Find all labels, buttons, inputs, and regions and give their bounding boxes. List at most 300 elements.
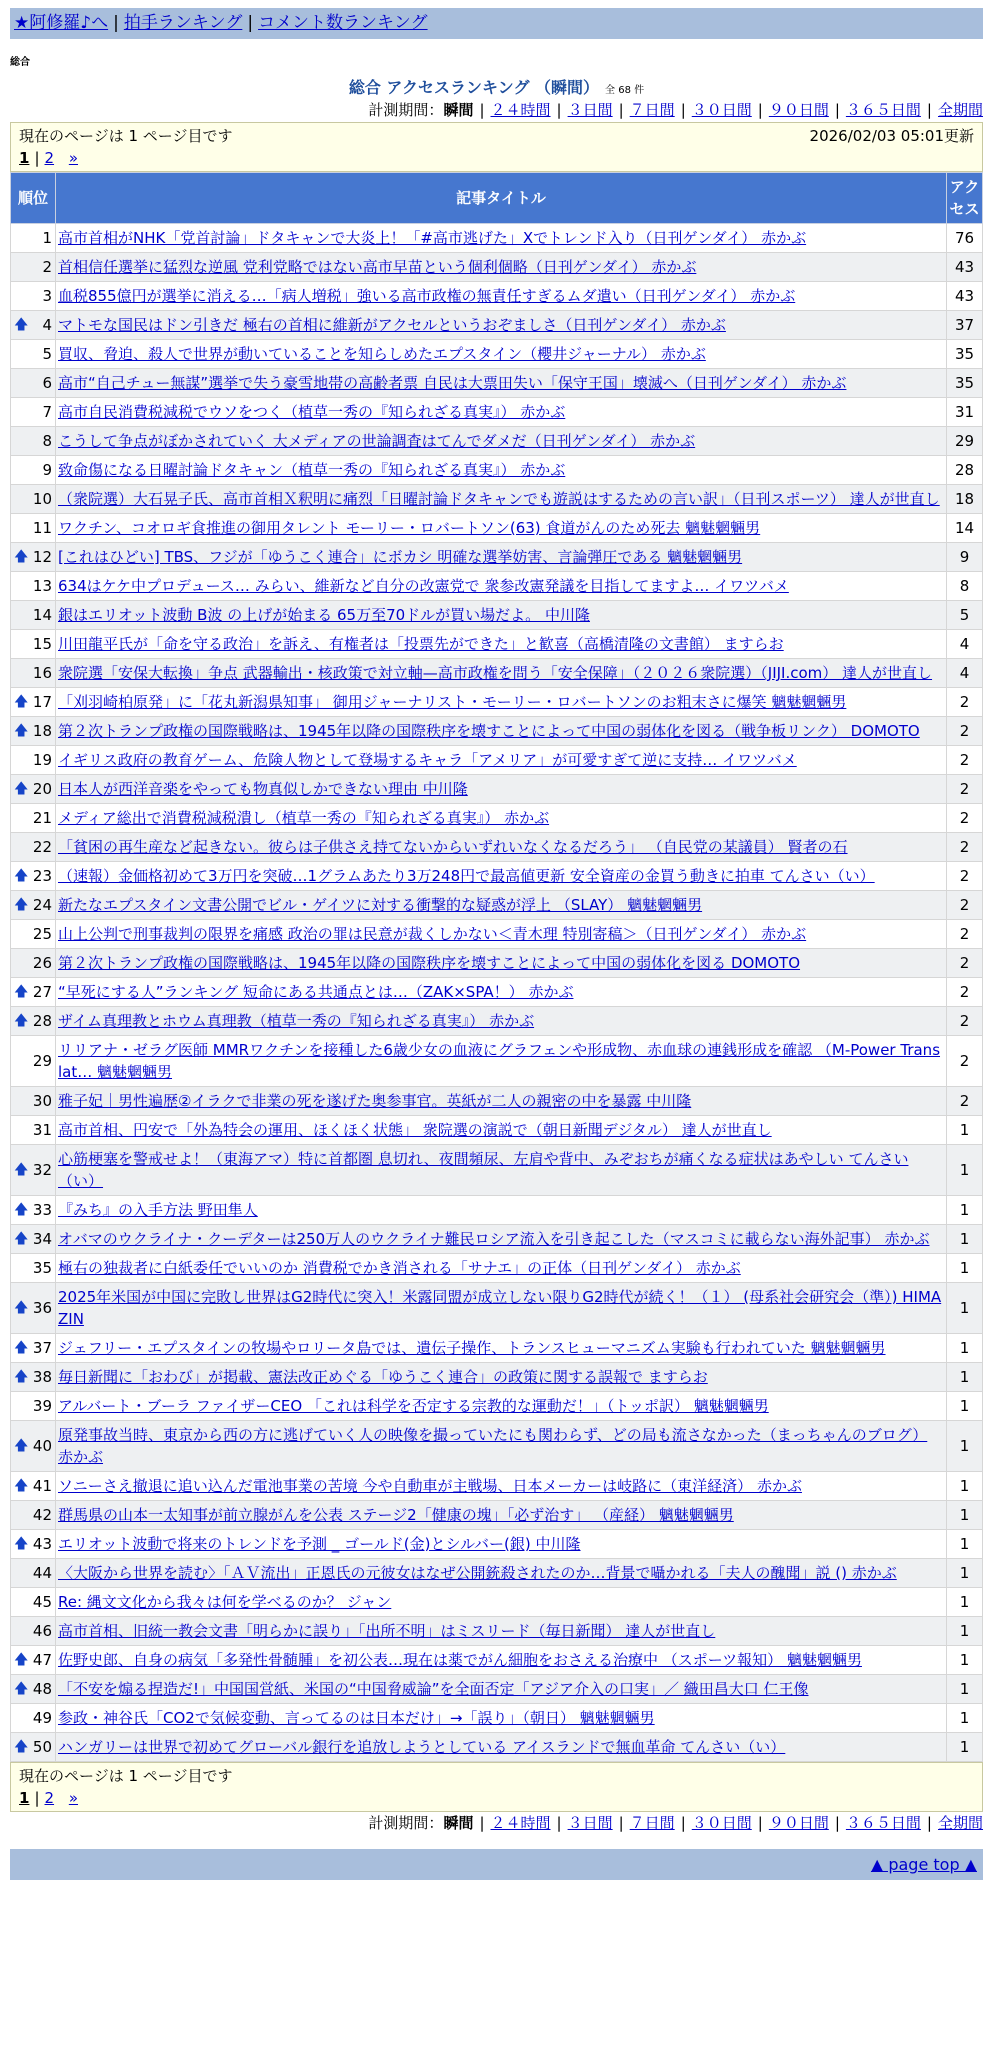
rank-number: 12	[32, 548, 52, 566]
title-cell	[56, 485, 947, 514]
period-option-4[interactable]: ９０日間	[768, 1814, 829, 1832]
table-row	[11, 369, 983, 398]
rank-number: 22	[32, 838, 52, 856]
period-separator: |	[556, 1814, 562, 1832]
article-link[interactable]: メディア総出で消費税減税潰し（植草一秀の『知られざる真実』） 赤かぶ	[58, 809, 550, 827]
rank-cell	[11, 282, 56, 311]
table-row	[11, 543, 983, 572]
table-row	[11, 833, 983, 862]
table-row	[11, 1254, 983, 1283]
article-link[interactable]: 衆院選「安保大転換」争点 武器輸出・核政策で対立軸—高市政権を問う「安全保障」（２０２６衆院選）（JIJI.com） 達人が世直し	[58, 664, 933, 682]
rank-cell	[11, 775, 56, 804]
pager-separator: |	[34, 1789, 40, 1807]
article-link[interactable]: 『みち』の入手方法 野田隼人	[58, 1201, 258, 1219]
title-cell	[56, 224, 947, 253]
pager-top	[10, 122, 983, 172]
period-label: 計測期間：	[368, 101, 444, 119]
table-row	[11, 1733, 983, 1762]
pager-next-link[interactable]: »	[68, 1789, 79, 1807]
access-count: 5	[947, 601, 983, 630]
table-row	[11, 1530, 983, 1559]
article-link[interactable]: 致命傷になる日曜討論ドタキャン（植草一秀の『知られざる真実』） 赤かぶ	[58, 461, 566, 479]
period-separator: |	[680, 101, 686, 119]
title-cell	[56, 514, 947, 543]
article-link[interactable]: マトモな国民はドン引きだ 極右の首相に維新がアクセルというおぞましさ（日刊ゲンダイ） 赤かぶ	[58, 316, 726, 334]
rank-cell	[11, 717, 56, 746]
rank-cell	[11, 514, 56, 543]
article-link[interactable]: 佐野史郎、自身の病気「多発性骨髄腫」を初公表…現在は薬でがん細胞をおさえる治療中 （スポーツ報知） 魑魅魍魎男	[58, 1651, 862, 1669]
article-link[interactable]: （速報）金価格初めて3万円を突破…1グラムあたり3万248円で最高値更新 安全資産の金買う動きに拍車 てんさい（い）	[58, 867, 875, 885]
rank-cell	[11, 746, 56, 775]
article-link[interactable]: 川田龍平氏が「命を守る政治」を訴え、有権者は「投票先ができた」と歓喜（高橋清隆の文書館） ますらお	[58, 635, 784, 653]
table-row	[11, 1421, 983, 1472]
pager-bottom	[10, 1762, 983, 1812]
title-cell	[56, 630, 947, 659]
period-option-0[interactable]: ２４時間	[490, 1814, 551, 1832]
article-link[interactable]: 参政・神谷氏「CO2で気候変動、言ってるのは日本だけ」→「誤り」（朝日） 魑魅魍魎男	[58, 1709, 655, 1727]
article-link[interactable]: 群馬県の山本一太知事が前立腺がんを公表 ステージ2「健康の塊」「必ず治す」 （産経） 魑魅魍魎男	[58, 1506, 734, 1524]
period-option-5[interactable]: ３６５日間	[845, 1814, 921, 1832]
period-current: 瞬間	[443, 101, 474, 119]
rank-number: 10	[32, 490, 52, 508]
article-link[interactable]: エリオット波動で将来のトレンドを予測 _ ゴールド(金)とシルバー(銀) 中川隆	[58, 1535, 581, 1553]
rank-cell	[11, 601, 56, 630]
title-header: 記事タイトル	[56, 173, 947, 224]
access-header: アクセス	[947, 173, 983, 224]
up-arrow-icon: 🡅	[14, 549, 29, 565]
rank-cell	[11, 427, 56, 456]
nav-separator: |	[113, 13, 119, 33]
rank-number: 32	[32, 1161, 52, 1179]
article-link[interactable]: 2025年米国が中国に完敗し世界はG2時代に突入！米露同盟が成立しない限りG2時代が続く！（１） (母系社会研究会（準）) HIMAZIN	[58, 1288, 942, 1328]
table-row	[11, 775, 983, 804]
period-option-6[interactable]: 全期間	[937, 1814, 983, 1832]
period-separator: |	[618, 101, 624, 119]
rank-cell	[11, 949, 56, 978]
title-cell	[56, 1472, 947, 1501]
table-row	[11, 659, 983, 688]
article-link[interactable]: 「刈羽崎柏原発」に「花丸新潟県知事」 御用ジャーナリスト・モーリー・ロバートソンのお粗末さに爆笑 魑魅魍魎男	[58, 693, 847, 711]
title-cell	[56, 572, 947, 601]
access-count: 2	[947, 978, 983, 1007]
rank-cell	[11, 369, 56, 398]
up-arrow-icon: 🡅	[14, 1231, 29, 1247]
article-link[interactable]: 山上公判で刑事裁判の限界を痛感 政治の罪は民意が裁くしかない＜青木理 特別寄稿＞（日刊ゲンダイ） 赤かぶ	[58, 925, 807, 943]
access-count: 1	[947, 1116, 983, 1145]
up-arrow-icon: 🡅	[14, 897, 29, 913]
rank-number: 50	[32, 1738, 52, 1756]
article-link[interactable]: 第２次トランプ政権の国際戦略は、1945年以降の国際秩序を壊すことによって中国の弱体化を図る（戦争板リンク） DOMOTO	[58, 722, 920, 740]
table-row	[11, 949, 983, 978]
rank-number: 9	[42, 461, 52, 479]
access-count: 1	[947, 1530, 983, 1559]
period-option-3[interactable]: ３０日間	[691, 1814, 752, 1832]
access-count: 29	[947, 427, 983, 456]
title-cell	[56, 717, 947, 746]
rank-number: 45	[32, 1593, 52, 1611]
rank-number: 16	[32, 664, 52, 682]
table-row	[11, 1472, 983, 1501]
rank-cell	[11, 920, 56, 949]
access-count: 1	[947, 1472, 983, 1501]
title-cell	[56, 891, 947, 920]
table-row	[11, 572, 983, 601]
article-link[interactable]: 「不安を煽る捏造だ!」中国国営紙、米国の“中国脅威論”を全面否定「アジア介入の口実」／ 織田昌大口 仁王像	[58, 1680, 809, 1698]
article-link[interactable]: 第２次トランプ政権の国際戦略は、1945年以降の国際秩序を壊すことによって中国の弱体化を図る DOMOTO	[58, 954, 801, 972]
article-link[interactable]: 高市首相、円安で「外為特会の運用、ほくほく状態」 衆院選の演説で（朝日新聞デジタル） 達人が世直し	[58, 1121, 772, 1139]
up-arrow-icon: 🡅	[14, 868, 29, 884]
access-count: 35	[947, 369, 983, 398]
access-count: 2	[947, 920, 983, 949]
access-count: 2	[947, 862, 983, 891]
rank-number: 26	[32, 954, 52, 972]
access-count: 4	[947, 659, 983, 688]
rank-number: 8	[42, 432, 52, 450]
access-count: 31	[947, 398, 983, 427]
rank-number: 34	[32, 1230, 52, 1248]
table-row	[11, 485, 983, 514]
up-arrow-icon: 🡅	[14, 1369, 29, 1385]
rank-cell	[11, 1007, 56, 1036]
article-link[interactable]: 極右の独裁者に白紙委任でいいのか 消費税でかき消される「サナエ」の正体（日刊ゲンダイ） 赤かぶ	[58, 1259, 741, 1277]
title-cell	[56, 253, 947, 282]
title-cell	[56, 1087, 947, 1116]
access-count: 28	[947, 456, 983, 485]
period-option-5[interactable]: ３６５日間	[845, 101, 921, 119]
rank-number: 17	[32, 693, 52, 711]
access-count: 2	[947, 949, 983, 978]
access-count: 4	[947, 630, 983, 659]
up-arrow-icon: 🡅	[14, 1340, 29, 1356]
rank-number: 29	[32, 1052, 52, 1070]
title-cell	[56, 398, 947, 427]
rank-number: 35	[32, 1259, 52, 1277]
rank-cell	[11, 978, 56, 1007]
article-link[interactable]: 血税855億円が選挙に消える…「病人増税」強いる高市政権の無責任すぎるムダ遣い（日刊ゲンダイ） 赤かぶ	[58, 287, 796, 305]
rank-cell	[11, 398, 56, 427]
period-option-6[interactable]: 全期間	[937, 101, 983, 119]
title-cell	[56, 1501, 947, 1530]
rank-cell	[11, 572, 56, 601]
rank-cell	[11, 1145, 56, 1196]
title-cell	[56, 1646, 947, 1675]
table-row	[11, 804, 983, 833]
up-arrow-icon: 🡅	[14, 1162, 29, 1178]
article-link[interactable]: 高市“自己チュー無謀”選挙で失う豪雪地帯の高齢者票 自民は大票田失い「保守王国」壊滅へ（日刊ゲンダイ） 赤かぶ	[58, 374, 847, 392]
table-row	[11, 224, 983, 253]
pager-current-page: 1	[19, 1789, 30, 1807]
rank-number: 5	[42, 345, 52, 363]
article-link[interactable]: 首相信任選挙に猛烈な逆風 党利党略ではない高市早苗という個利個略（日刊ゲンダイ） 赤かぶ	[58, 258, 697, 276]
article-link[interactable]: リリアナ・ゼラグ医師 MMRワクチンを接種した6歳少女の血液にグラフェンや形成物、赤血球の連銭形成を確認 （M-Power Translat… 魑魅魍魎男	[58, 1041, 941, 1081]
rank-cell	[11, 1559, 56, 1588]
access-count: 1	[947, 1196, 983, 1225]
rank-number: 6	[42, 374, 52, 392]
table-row	[11, 1646, 983, 1675]
up-arrow-icon: 🡅	[14, 1438, 29, 1454]
article-link[interactable]: こうして争点がぼかされていく 大メディアの世論調査はてんでダメだ（日刊ゲンダイ） 赤かぶ	[58, 432, 696, 450]
access-count: 18	[947, 485, 983, 514]
rank-number: 21	[32, 809, 52, 827]
table-row	[11, 1087, 983, 1116]
access-count: 2	[947, 1007, 983, 1036]
rank-number: 11	[32, 519, 52, 537]
rank-number: 23	[32, 867, 52, 885]
table-row	[11, 1116, 983, 1145]
rank-number: 31	[32, 1121, 52, 1139]
rank-number: 41	[32, 1477, 52, 1495]
period-option-3[interactable]: ３０日間	[691, 101, 752, 119]
article-link[interactable]: 〈大阪から世界を読む〉「ＡＶ流出」正恩氏の元彼女はなぜ公開銃殺されたのか…背景で囁かれる「夫人の醜聞」説 () 赤かぶ	[58, 1564, 897, 1582]
rank-number: 40	[32, 1437, 52, 1455]
rank-cell	[11, 862, 56, 891]
applause-ranking-link[interactable]: 拍手ランキング	[123, 13, 243, 33]
title-cell	[56, 1675, 947, 1704]
rank-cell	[11, 688, 56, 717]
access-count: 2	[947, 775, 983, 804]
article-link[interactable]: 原発事故当時、東京から西の方に逃げていく人の映像を撮っていたにも関わらず、どの局も流さなかった（まっちゃんのブログ） 赤かぶ	[58, 1426, 928, 1466]
article-link[interactable]: ザイム真理教とホウム真理教（植草一秀の『知られざる真実』） 赤かぶ	[58, 1012, 535, 1030]
rank-cell	[11, 456, 56, 485]
article-link[interactable]: 銀はエリオット波動 B波 の上げが始まる 65万至70ドルが買い場だよ。 中川隆	[58, 606, 590, 624]
title-cell	[56, 1392, 947, 1421]
article-link[interactable]: 買収、脅迫、殺人で世界が動いていることを知らしめたエプスタイン（櫻井ジャーナル） 赤かぶ	[58, 345, 706, 363]
rank-cell	[11, 1196, 56, 1225]
access-count: 2	[947, 717, 983, 746]
rank-number: 38	[32, 1368, 52, 1386]
table-row	[11, 1704, 983, 1733]
pager-separator	[59, 1789, 64, 1807]
page-title	[10, 77, 983, 99]
title-cell	[56, 1559, 947, 1588]
title-cell	[56, 804, 947, 833]
rank-cell	[11, 1646, 56, 1675]
article-link[interactable]: 高市首相がNHK「党首討論」ドタキャンで大炎上！「#高市逃げた」Xでトレンド入り（日刊ゲンダイ） 赤かぶ	[58, 229, 807, 247]
title-cell	[56, 1588, 947, 1617]
home-link[interactable]: ★阿修羅♪へ	[14, 13, 109, 33]
article-link[interactable]: ジェフリー・エプスタインの牧場やロリータ島では、遺伝子操作、トランスヒューマニズム実験も行われていた 魑魅魍魎男	[58, 1339, 886, 1357]
article-link[interactable]: イギリス政府の教育ゲーム、危険人物として登場するキャラ「アメリア」が可愛すぎて逆に支持… イワツバメ	[58, 751, 797, 769]
article-link[interactable]: 新たなエプスタイン文書公開でビル・ゲイツに対する衝撃的な疑惑が浮上 （SLAY） 魑魅魍魎男	[58, 896, 703, 914]
pager-links	[19, 147, 974, 169]
access-count: 35	[947, 340, 983, 369]
period-option-2[interactable]: ７日間	[629, 101, 675, 119]
rank-number: 36	[32, 1299, 52, 1317]
current-page-text: 現在のページは 1 ページ目です	[19, 127, 233, 145]
access-count: 14	[947, 514, 983, 543]
updated-timestamp: 2026/02/03 05:01更新	[809, 127, 974, 145]
table-row	[11, 1283, 983, 1334]
access-count: 1	[947, 1334, 983, 1363]
article-link[interactable]: 心筋梗塞を警戒せよ！（東海アマ）特に首都圏 息切れ、夜間頻尿、左肩や背中、みぞおちが痛くなる症状はあやしい てんさい（い）	[58, 1150, 909, 1190]
rank-number: 33	[32, 1201, 52, 1219]
title-cell	[56, 1116, 947, 1145]
rank-cell	[11, 1334, 56, 1363]
rank-number: 47	[32, 1651, 52, 1669]
period-option-0[interactable]: ２４時間	[490, 101, 551, 119]
page-top-link[interactable]: ▲ page top ▲	[870, 1855, 977, 1874]
article-link[interactable]: 「貧困の再生産など起きない。彼らは子供さえ持てないからいずれいなくなるだろう」 （自民党の某議員） 賢者の石	[58, 838, 848, 856]
article-link[interactable]: アルバート・ブーラ ファイザーCEO 「これは科学を否定する宗教的な運動だ！」（トッポ訳） 魑魅魍魎男	[58, 1397, 769, 1415]
access-count: 1	[947, 1363, 983, 1392]
rank-cell	[11, 1472, 56, 1501]
title-cell	[56, 978, 947, 1007]
title-cell	[56, 1036, 947, 1087]
access-count: 1	[947, 1392, 983, 1421]
access-count: 1	[947, 1421, 983, 1472]
rank-cell	[11, 1225, 56, 1254]
title-cell	[56, 340, 947, 369]
access-count: 2	[947, 1087, 983, 1116]
access-count: 76	[947, 224, 983, 253]
table-row	[11, 891, 983, 920]
article-link[interactable]: ハンガリーは世界で初めてグローバル銀行を追放しようとしている アイスランドで無血革命 てんさい（い）	[58, 1738, 786, 1756]
comment-ranking-link[interactable]: コメント数ランキング	[258, 13, 428, 33]
title-cell	[56, 1196, 947, 1225]
period-separator: |	[757, 101, 763, 119]
table-row	[11, 1675, 983, 1704]
period-separator: |	[926, 101, 932, 119]
access-count: 1	[947, 1225, 983, 1254]
rank-cell	[11, 1421, 56, 1472]
rank-number: 43	[32, 1535, 52, 1553]
rank-number: 28	[32, 1012, 52, 1030]
up-arrow-icon: 🡅	[14, 1013, 29, 1029]
article-link[interactable]: 高市首相、旧統一教会文書「明らかに誤り」「出所不明」はミスリード（毎日新聞） 達人が世直し	[58, 1622, 716, 1640]
access-count: 2	[947, 891, 983, 920]
rank-cell	[11, 1588, 56, 1617]
title-cell	[56, 427, 947, 456]
access-count: 1	[947, 1559, 983, 1588]
rank-number: 13	[32, 577, 52, 595]
access-count: 37	[947, 311, 983, 340]
title-cell	[56, 601, 947, 630]
article-link[interactable]: ワクチン、コオロギ食推進の御用タレント モーリー・ロバートソン(63) 食道がんのため死去 魑魅魍魎男	[58, 519, 761, 537]
pager-links	[19, 1787, 974, 1809]
rank-cell	[11, 1501, 56, 1530]
period-selector	[10, 99, 983, 122]
access-count: 1	[947, 1617, 983, 1646]
rank-number: 37	[32, 1339, 52, 1357]
rank-cell	[11, 311, 56, 340]
access-count: 1	[947, 1646, 983, 1675]
title-cell	[56, 1283, 947, 1334]
rank-number: 24	[32, 896, 52, 914]
article-link[interactable]: 高市自民消費税減税でウソをつく（植草一秀の『知られざる真実』） 赤かぶ	[58, 403, 566, 421]
title-cell	[56, 1145, 947, 1196]
table-row	[11, 427, 983, 456]
article-link[interactable]: [これはひどい] TBS、フジが「ゆうこく連合」にボカシ 明確な選挙妨害、言論弾圧である 魑魅魍魎男	[58, 548, 743, 566]
article-link[interactable]: “早死にする人”ランキング 短命にある共通点とは…（ZAK×SPA！） 赤かぶ	[58, 983, 574, 1001]
ranking-table	[10, 172, 983, 1762]
title-cell	[56, 746, 947, 775]
title-cell	[56, 862, 947, 891]
table-row	[11, 1145, 983, 1196]
table-row	[11, 340, 983, 369]
pager-page-2[interactable]: 2	[44, 1789, 55, 1807]
article-link[interactable]: 日本人が西洋音楽をやっても物真似しかできない理由 中川隆	[58, 780, 468, 798]
pager-current-page: 1	[19, 149, 30, 167]
table-row	[11, 1501, 983, 1530]
current-page-text: 現在のページは 1 ページ目です	[19, 1767, 233, 1785]
rank-cell	[11, 1283, 56, 1334]
rank-cell	[11, 340, 56, 369]
table-header-row	[11, 173, 983, 224]
article-link[interactable]: 毎日新聞に「おわび」が掲載、憲法改正めぐる「ゆうこく連合」の政策に関する誤報で ますらお	[58, 1368, 708, 1386]
period-option-2[interactable]: ７日間	[629, 1814, 675, 1832]
period-label: 計測期間：	[368, 1814, 444, 1832]
article-link[interactable]: Re: 縄文文化から我々は何を学べるのか？ ジャン	[58, 1593, 392, 1611]
period-option-1[interactable]: ３日間	[567, 101, 613, 119]
title-cell	[56, 311, 947, 340]
pager-page-2[interactable]: 2	[44, 149, 55, 167]
title-cell	[56, 688, 947, 717]
rank-cell	[11, 1087, 56, 1116]
table-row	[11, 601, 983, 630]
table-row	[11, 1392, 983, 1421]
rank-number: 2	[42, 258, 52, 276]
rank-cell	[11, 1116, 56, 1145]
article-link[interactable]: 634はケケ中プロデュース… みらい、維新など自分の改憲党で 衆参改憲発議を目指してますよ… イワツバメ	[58, 577, 789, 595]
rank-cell	[11, 253, 56, 282]
table-row	[11, 282, 983, 311]
up-arrow-icon: 🡅	[14, 694, 29, 710]
access-count: 1	[947, 1588, 983, 1617]
access-count: 1	[947, 1675, 983, 1704]
period-current: 瞬間	[443, 1814, 474, 1832]
period-option-4[interactable]: ９０日間	[768, 101, 829, 119]
table-row	[11, 1225, 983, 1254]
rank-cell	[11, 833, 56, 862]
article-link[interactable]: 雅子妃｜男性遍歴②イラクで非業の死を遂げた奥参事官。英紙が二人の親密の中を暴露 中川隆	[58, 1092, 692, 1110]
title-cell	[56, 1733, 947, 1762]
period-separator: |	[926, 1814, 932, 1832]
rank-number: 48	[32, 1680, 52, 1698]
up-arrow-icon: 🡅	[14, 723, 29, 739]
title-cell	[56, 1225, 947, 1254]
access-count: 8	[947, 572, 983, 601]
table-row	[11, 253, 983, 282]
title-cell	[56, 775, 947, 804]
table-row	[11, 1588, 983, 1617]
title-cell	[56, 543, 947, 572]
rank-number: 46	[32, 1622, 52, 1640]
pager-next-link[interactable]: »	[68, 149, 79, 167]
access-count: 2	[947, 804, 983, 833]
period-option-1[interactable]: ３日間	[567, 1814, 613, 1832]
rank-header: 順位	[11, 173, 56, 224]
access-count: 43	[947, 282, 983, 311]
title-cell	[56, 1617, 947, 1646]
access-count: 2	[947, 688, 983, 717]
rank-cell	[11, 1254, 56, 1283]
up-arrow-icon: 🡅	[14, 1478, 29, 1494]
rank-number: 4	[42, 316, 52, 334]
title-cell	[56, 949, 947, 978]
article-link[interactable]: オバマのウクライナ・クーデターは250万人のウクライナ難民ロシア流入を引き起こした（マスコミに載らない海外記事） 赤かぶ	[58, 1230, 930, 1248]
table-row	[11, 1007, 983, 1036]
rank-number: 14	[32, 606, 52, 624]
article-link[interactable]: ソニーさえ撤退に追い込んだ電池事業の苦境 今や自動車が主戦場、日本メーカーは岐路に（東洋経済） 赤かぶ	[58, 1477, 802, 1495]
up-arrow-icon: 🡅	[14, 984, 29, 1000]
table-row	[11, 717, 983, 746]
rank-cell	[11, 543, 56, 572]
up-arrow-icon: 🡅	[14, 781, 29, 797]
table-row	[11, 1363, 983, 1392]
access-count: 9	[947, 543, 983, 572]
rank-number: 3	[42, 287, 52, 305]
article-link[interactable]: （衆院選）大石晃子氏、高市首相Ｘ釈明に痛烈「日曜討論ドタキャンでも遊説はするための言い訳」（日刊スポーツ） 達人が世直し	[58, 490, 940, 508]
